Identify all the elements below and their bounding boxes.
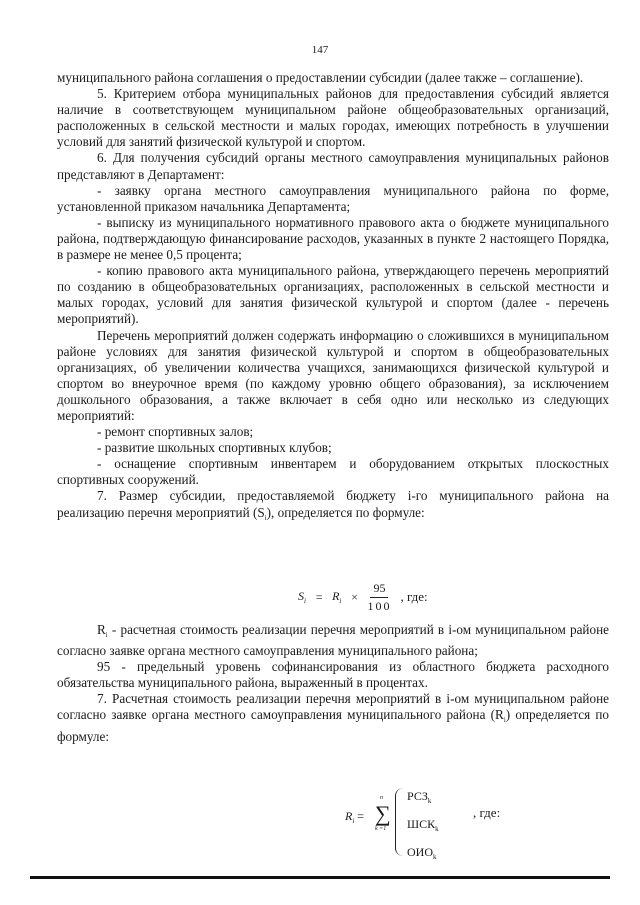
- definition-95: 95 - предельный уровень софинансирования из областного бюджета расходного обязательства муниципального района, выраженный в процентах.: [57, 659, 609, 691]
- formula-item: $РСЗ_k$: [407, 789, 432, 805]
- paragraph: 6. Для получения субсидий органы местного самоуправления муниципальных районов представляют в Департамент:: [57, 150, 609, 182]
- paragraph: - копию правового акта муниципального района, утверждающего перечень мероприятий по созданию в общеобразовательных организациях, расположенных в сельской местности и малых городах, условий для занятия физической культурой и спортом (далее - перечень мероприятий).: [57, 263, 609, 327]
- fraction: $\frac{95}{100}$: [367, 580, 392, 613]
- paragraph-7-subsidy: 7. Размер субсидии, предоставляемой бюджету i-го муниципального района на реализацию перечня мероприятий $(S_i)$, определяется по формуле:: [57, 488, 609, 522]
- paragraph: - выписку из муниципального нормативного правового акта о бюджете муниципального района, подтверждающую финансирование расходов, указанных в пункте 2 настоящего Порядка, в размере не менее 0,5 процента;: [57, 214, 609, 263]
- brace: [395, 788, 406, 856]
- formula-item: $ОИО_k$: [407, 845, 437, 861]
- paragraph: - ремонт спортивных залов;: [97, 424, 254, 440]
- body-text: [57, 70, 609, 526]
- definition-r: $R_i$ - расчетная стоимость реализации перечня мероприятий в i-ом муниципальном районе согласно заявке органа местного самоуправления муниципального района;: [57, 622, 609, 659]
- paragraph: 5. Критерием отбора муниципальных районов для предоставления субсидий является наличие в соответствующем муниципальном районе общеобразовательных организаций, расположенных в сельской местности и малых городах, имеющих потребность в улучшении условий для занятий физической культурой и спортом.: [57, 86, 609, 150]
- paragraph: - оснащение спортивным инвентарем и оборудованием открытых плоскостных спортивных сооружений.: [57, 456, 609, 488]
- formula-cost: $R_i$ = n ∑ k =1 $РСЗ_k$ $ШСК_k$ $ОИО_k$ , где:: [345, 783, 515, 863]
- definitions-text: [57, 622, 609, 745]
- footer-rule: [30, 876, 610, 879]
- paragraph-7-cost: 7. Расчетная стоимость реализации перечня мероприятий в i-ом муниципальном районе согласно заявке органа местного самоуправления муниципального района $(R_i)$ определяется по формуле:: [57, 691, 609, 744]
- paragraph: - развитие школьных спортивных клубов;: [97, 440, 332, 456]
- formula-item: $ШСК_k$: [407, 817, 439, 833]
- paragraph: Перечень мероприятий должен содержать информацию о сложившихся в муниципальном районе условиях для занятия физической культурой и спортом в общеобразовательных организациях, об увеличении количества учащихся, занимающихся физической культурой и спортом во внеурочное время (по каждому уровню общего образования), за исключением дошкольного образования, а также включает в себя одно или несколько из следующих мероприятий:: [57, 327, 609, 423]
- page-number: 147: [311, 44, 329, 56]
- formula-subsidy: $S_i$ = $R_i$ × $\frac{95}{100}$ , где:: [298, 580, 428, 613]
- paragraph: - заявку органа местного самоуправления муниципального района по форме, установленной приказом начальника Департамента;: [57, 182, 609, 214]
- paragraph: муниципального района соглашения о предоставлении субсидии (далее также – соглашение).: [57, 70, 584, 85]
- formula-items: [407, 785, 439, 869]
